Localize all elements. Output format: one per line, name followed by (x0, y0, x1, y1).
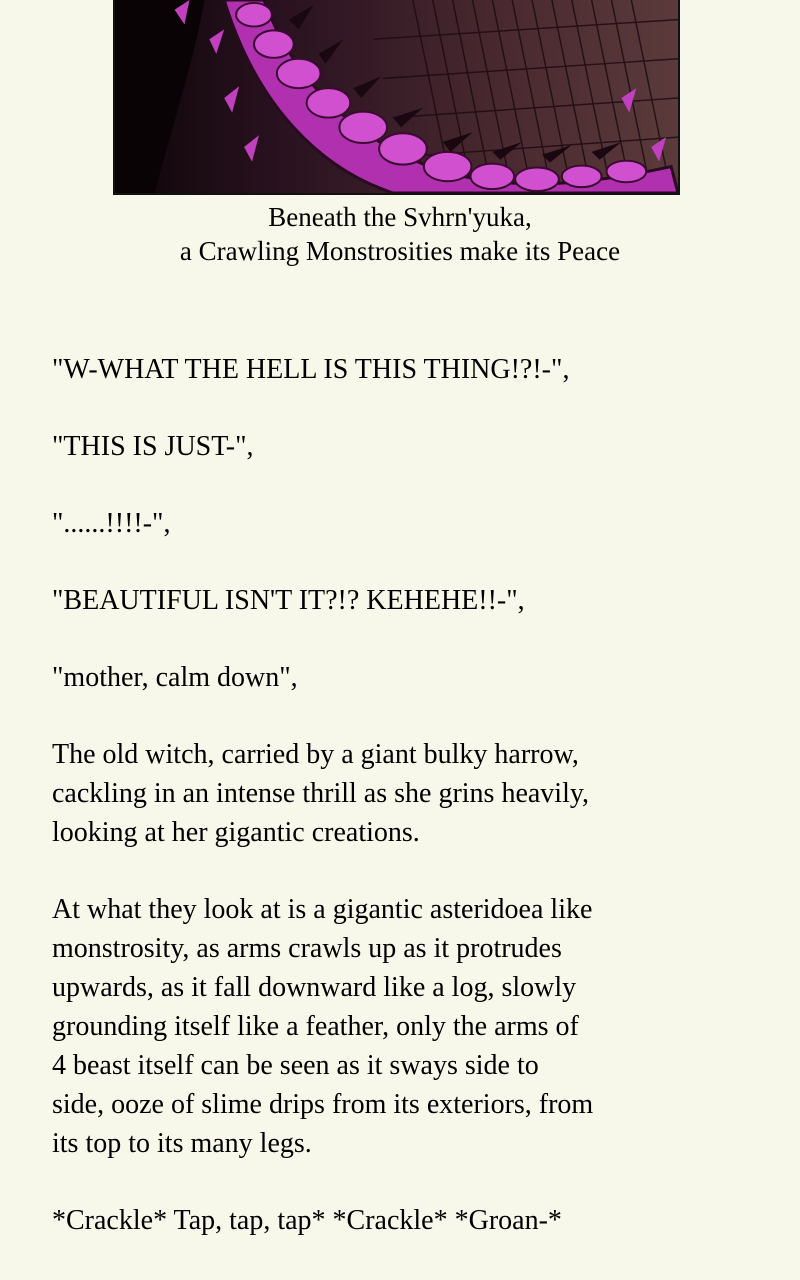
narration-paragraph: The old witch, carried by a giant bulky harrow, cackling in an intense thrill as she grins heavily, looking at her gigantic creations. (52, 739, 590, 848)
dialogue-line: "mother, calm down", (52, 662, 298, 693)
dialogue-line: "THIS IS JUST-", (52, 431, 254, 462)
dialogue-line: "BEAUTIFUL ISN'T IT?!? KEHEHE!!-", (52, 585, 525, 616)
caption-line-1: Beneath the Svhrn'yuka, (268, 202, 532, 232)
creature-illustration (115, 0, 678, 193)
panel-caption (0, 200, 800, 268)
dialogue-line: "......!!!!-", (52, 508, 171, 539)
comic-panel-illustration (113, 0, 680, 195)
sound-effects-line: *Crackle* Tap, tap, tap* *Crackle* *Groan-* (52, 1205, 562, 1236)
caption-line-2: a Crawling Monstrosities make its Peace (179, 236, 621, 266)
story-text (52, 350, 772, 1278)
dialogue-line: "W-WHAT THE HELL IS THIS THING!?!-", (52, 354, 570, 385)
narration-paragraph: At what they look at is a gigantic asteridoea like monstrosity, as arms crawls up as it protrudes upwards, as it fall downward like a log, slowly grounding itself like a feather, only the arms of 4 beast itself can be seen as it sways side to side, ooze of slime drips from its exteriors, from its top to its many legs. (52, 894, 594, 1159)
